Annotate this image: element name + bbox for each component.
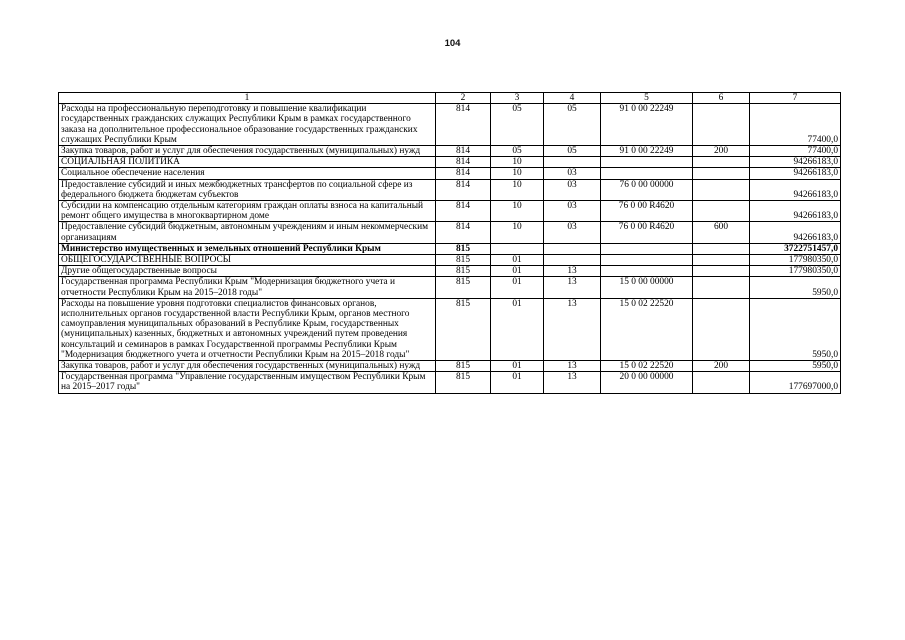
table-row — [59, 104, 841, 146]
amount: 77400,0 — [750, 104, 841, 146]
row-name: Министерство имущественных и земельных отношений Республики Крым — [59, 243, 436, 254]
ministry-code: 815 — [436, 277, 491, 298]
table-row — [59, 157, 841, 168]
target-article-code — [601, 266, 693, 277]
subsection-code: 05 — [544, 146, 601, 157]
section-code: 01 — [491, 298, 544, 360]
amount: 177980350,0 — [750, 255, 841, 266]
ministry-code: 815 — [436, 372, 491, 393]
section-code: 01 — [491, 255, 544, 266]
section-code: 10 — [491, 201, 544, 222]
subsection-code: 13 — [544, 361, 601, 372]
table-row — [59, 255, 841, 266]
ministry-code: 814 — [436, 146, 491, 157]
target-article-code: 91 0 00 22249 — [601, 104, 693, 146]
ministry-code: 814 — [436, 222, 491, 243]
table-row — [59, 372, 841, 393]
subsection-code: 03 — [544, 168, 601, 179]
subsection-code — [544, 157, 601, 168]
table-row — [59, 168, 841, 179]
ministry-code: 815 — [436, 255, 491, 266]
column-header: 4 — [544, 93, 601, 104]
expense-type-code: 200 — [693, 361, 750, 372]
target-article-code: 76 0 00 00000 — [601, 179, 693, 200]
amount: 177980350,0 — [750, 266, 841, 277]
section-code: 10 — [491, 157, 544, 168]
ministry-code: 814 — [436, 168, 491, 179]
expense-type-code — [693, 243, 750, 254]
row-name: Расходы на повышение уровня подготовки специалистов финансовых органов, исполнительных органов государственной власти Республики Крым, органов местного самоуправления муниципальных образований в Республике Крым, государственных (муниципальных) казенных, бюджетных и автономных учреждений путем проведения консультаций и семинаров в рамках Государственной программы Республики Крым "Модернизация бюджетного учета и отчетности Республики Крым на 2015–2018 годы" — [59, 298, 436, 360]
amount: 5950,0 — [750, 361, 841, 372]
section-code: 01 — [491, 277, 544, 298]
column-header-row — [59, 93, 841, 104]
target-article-code: 76 0 00 R4620 — [601, 222, 693, 243]
target-article-code — [601, 157, 693, 168]
target-article-code: 15 0 02 22520 — [601, 361, 693, 372]
ministry-code: 815 — [436, 298, 491, 360]
budget-table — [58, 92, 841, 394]
expense-type-code — [693, 298, 750, 360]
row-name: Предоставление субсидий бюджетным, автономным учреждениям и иным некоммерческим организациям — [59, 222, 436, 243]
target-article-code: 15 0 02 22520 — [601, 298, 693, 360]
amount: 94266183,0 — [750, 201, 841, 222]
expense-type-code — [693, 277, 750, 298]
expense-type-code — [693, 255, 750, 266]
column-header: 2 — [436, 93, 491, 104]
amount: 3722751457,0 — [750, 243, 841, 254]
table-row — [59, 201, 841, 222]
target-article-code: 15 0 00 00000 — [601, 277, 693, 298]
ministry-code: 814 — [436, 201, 491, 222]
row-name: ОБЩЕГОСУДАРСТВЕННЫЕ ВОПРОСЫ — [59, 255, 436, 266]
amount: 177697000,0 — [750, 372, 841, 393]
row-name: Субсидии на компенсацию отдельным категориям граждан оплаты взноса на капитальный ремонт общего имущества в многоквартирном доме — [59, 201, 436, 222]
column-header: 6 — [693, 93, 750, 104]
column-header: 1 — [59, 93, 436, 104]
table-row — [59, 361, 841, 372]
section-code: 05 — [491, 146, 544, 157]
table-row — [59, 243, 841, 254]
subsection-code: 13 — [544, 372, 601, 393]
amount: 94266183,0 — [750, 179, 841, 200]
expense-type-code — [693, 168, 750, 179]
ministry-code: 815 — [436, 266, 491, 277]
subsection-code — [544, 243, 601, 254]
expense-type-code — [693, 157, 750, 168]
expense-type-code — [693, 179, 750, 200]
section-code: 01 — [491, 266, 544, 277]
expense-type-code — [693, 372, 750, 393]
subsection-code: 03 — [544, 179, 601, 200]
ministry-code: 814 — [436, 157, 491, 168]
subsection-code: 13 — [544, 298, 601, 360]
expense-type-code — [693, 201, 750, 222]
amount: 5950,0 — [750, 298, 841, 360]
row-name: Закупка товаров, работ и услуг для обеспечения государственных (муниципальных) нужд — [59, 361, 436, 372]
row-name: Закупка товаров, работ и услуг для обеспечения государственных (муниципальных) нужд — [59, 146, 436, 157]
row-name: СОЦИАЛЬНАЯ ПОЛИТИКА — [59, 157, 436, 168]
subsection-code: 03 — [544, 201, 601, 222]
subsection-code: 13 — [544, 277, 601, 298]
table-row — [59, 222, 841, 243]
amount: 94266183,0 — [750, 222, 841, 243]
ministry-code: 815 — [436, 361, 491, 372]
table-row — [59, 298, 841, 360]
ministry-code: 815 — [436, 243, 491, 254]
row-name: Расходы на профессиональную переподготовку и повышение квалификации государственных гражданских служащих Республики Крым в рамках государственного заказа на дополнительное профессиональное образование государственных гражданских служащих Республики Крым — [59, 104, 436, 146]
subsection-code — [544, 255, 601, 266]
target-article-code — [601, 255, 693, 266]
row-name: Предоставление субсидий и иных межбюджетных трансфертов по социальной сфере из федерального бюджета бюджетам субъектов — [59, 179, 436, 200]
subsection-code: 05 — [544, 104, 601, 146]
subsection-code: 03 — [544, 222, 601, 243]
page-number: 104 — [444, 38, 461, 49]
table-row — [59, 179, 841, 200]
amount: 5950,0 — [750, 277, 841, 298]
expense-type-code — [693, 266, 750, 277]
row-name: Государственная программа Республики Крым "Модернизация бюджетного учета и отчетности Республики Крым на 2015–2018 годы" — [59, 277, 436, 298]
row-name: Другие общегосударственные вопросы — [59, 266, 436, 277]
column-header: 3 — [491, 93, 544, 104]
amount: 94266183,0 — [750, 157, 841, 168]
section-code: 10 — [491, 168, 544, 179]
amount: 77400,0 — [750, 146, 841, 157]
target-article-code — [601, 168, 693, 179]
column-header: 7 — [750, 93, 841, 104]
table-row — [59, 146, 841, 157]
ministry-code: 814 — [436, 179, 491, 200]
ministry-code: 814 — [436, 104, 491, 146]
section-code — [491, 243, 544, 254]
amount: 94266183,0 — [750, 168, 841, 179]
expense-type-code — [693, 104, 750, 146]
section-code: 01 — [491, 372, 544, 393]
section-code: 05 — [491, 104, 544, 146]
column-header: 5 — [601, 93, 693, 104]
table-row — [59, 277, 841, 298]
target-article-code: 20 0 00 00000 — [601, 372, 693, 393]
section-code: 10 — [491, 222, 544, 243]
target-article-code: 76 0 00 R4620 — [601, 201, 693, 222]
row-name: Государственная программа "Управление государственным имуществом Республики Крым на 2015–2017 годы" — [59, 372, 436, 393]
row-name: Социальное обеспечение населения — [59, 168, 436, 179]
target-article-code: 91 0 00 22249 — [601, 146, 693, 157]
target-article-code — [601, 243, 693, 254]
expense-type-code: 200 — [693, 146, 750, 157]
subsection-code: 13 — [544, 266, 601, 277]
expense-type-code: 600 — [693, 222, 750, 243]
section-code: 01 — [491, 361, 544, 372]
section-code: 10 — [491, 179, 544, 200]
table-row — [59, 266, 841, 277]
